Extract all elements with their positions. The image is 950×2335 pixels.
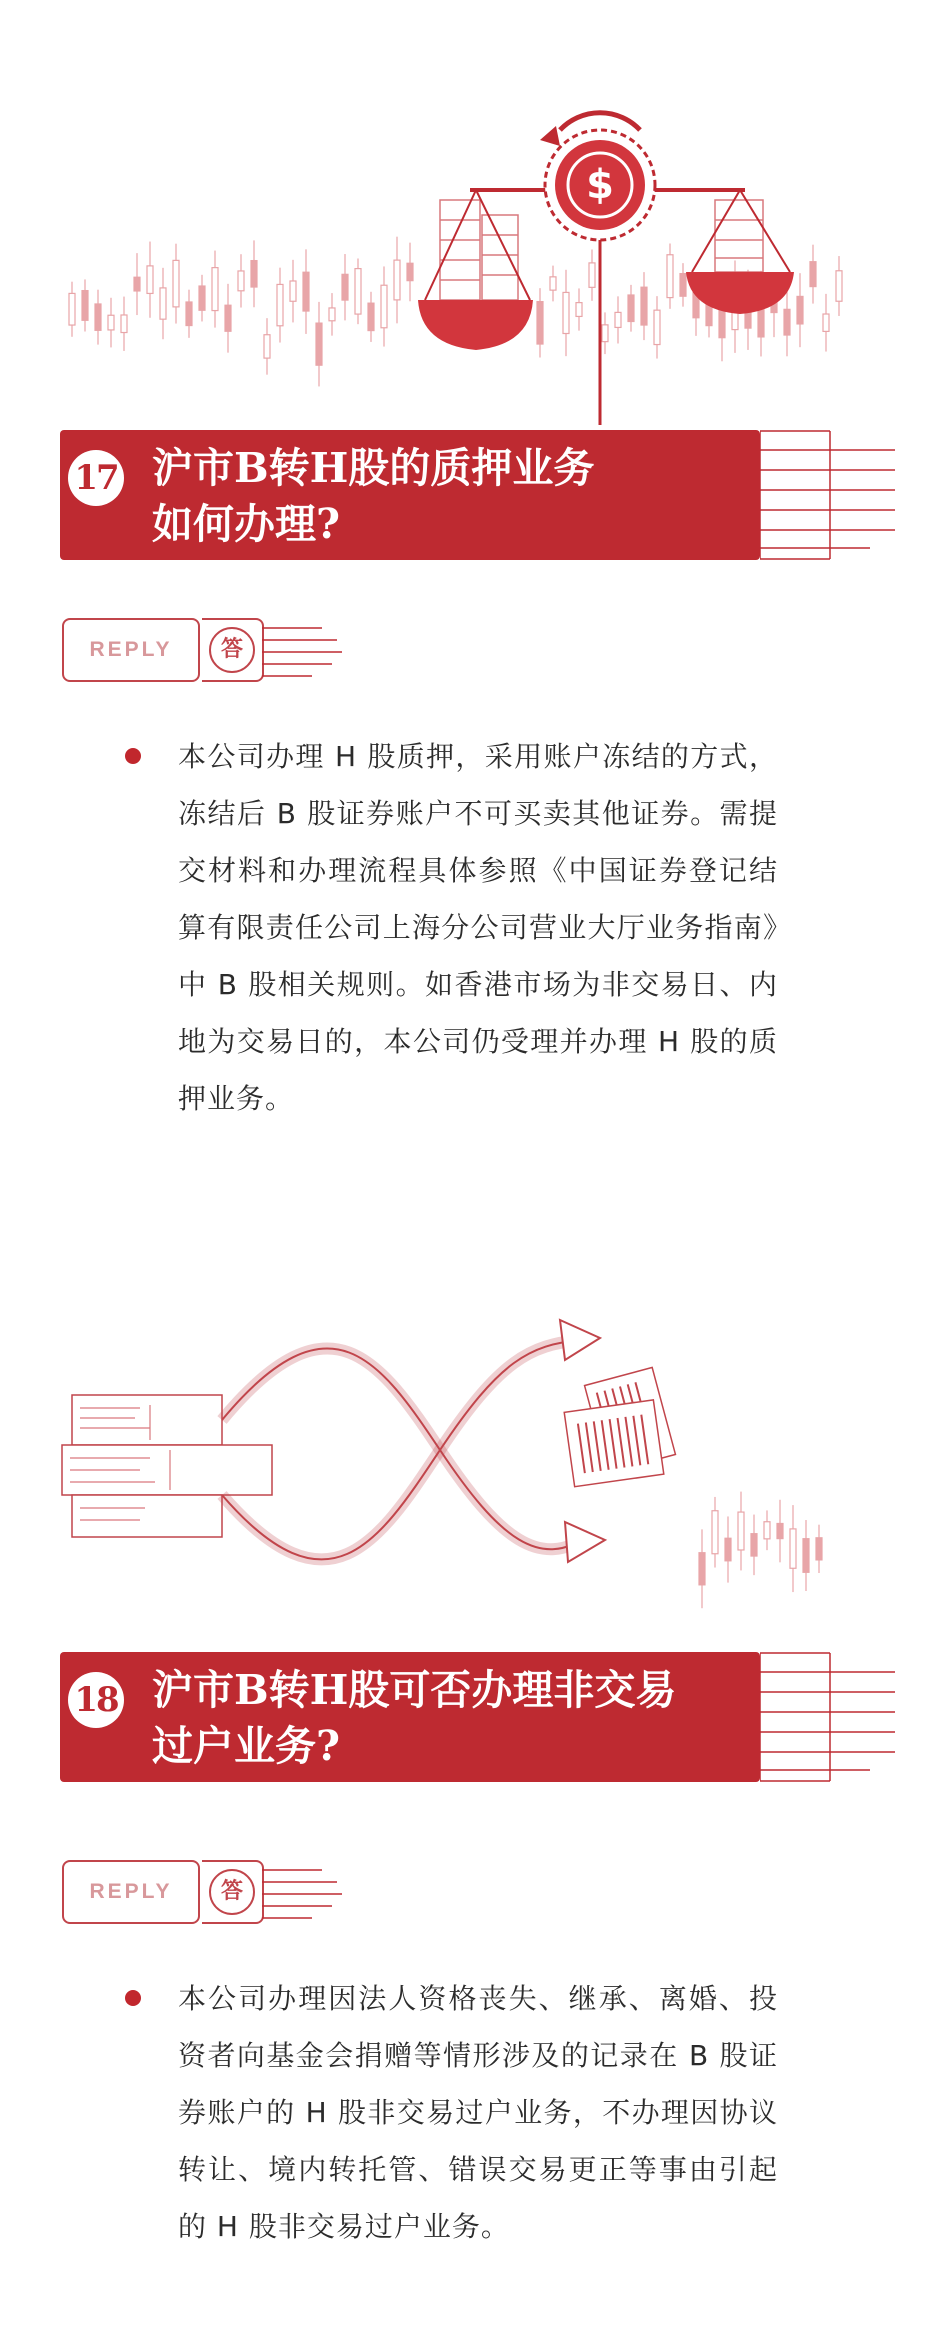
answer-badge: 答	[209, 627, 255, 673]
question-banner	[60, 430, 760, 560]
answer-box	[202, 618, 264, 682]
answer-text: 本公司办理 H 股质押，采用账户冻结的方式，冻结后 B 股证券账户不可买卖其他证券。需提交材料和办理流程具体参照《中国证券登记结算有限责任公司上海分公司营业大厅业务指南》中 B 股相关规则。如香港市场为非交易日、内地为交易日的，本公司仍受理并办理 H 股的质押业务。	[178, 740, 778, 1115]
candlestick-pattern	[699, 1492, 822, 1609]
question-banner	[60, 1652, 760, 1782]
question-title	[152, 1662, 712, 1774]
reply-label: REPLY	[89, 638, 173, 661]
bullet-dot	[125, 1990, 141, 2006]
reply-lines	[262, 1860, 342, 1926]
dollar-sign-icon: $	[586, 162, 614, 208]
question-title-line1: 沪市B转H股可否办理非交易	[152, 1666, 677, 1714]
section-q17	[0, 0, 950, 1150]
question-title-line1: 沪市B转H股的质押业务	[152, 444, 595, 492]
question-number-badge: 18	[68, 1672, 124, 1728]
reply-tag	[62, 1860, 342, 1926]
section-q18	[0, 1300, 950, 2335]
reply-label: REPLY	[89, 1880, 173, 1903]
reply-lines	[262, 618, 342, 684]
answer-box	[202, 1860, 264, 1924]
infinity-illustration	[0, 1300, 950, 1640]
reply-tag	[62, 618, 342, 684]
answer-badge: 答	[209, 1869, 255, 1915]
banner-grid-lines	[760, 430, 900, 560]
bullet-dot	[125, 748, 141, 764]
scale-illustration	[0, 0, 950, 430]
answer-text: 本公司办理因法人资格丧失、继承、离婚、投资者向基金会捐赠等情形涉及的记录在 B 股证券账户的 H 股非交易过户业务，不办理因协议转让、境内转托管、错误交易更正等事由引起的 H 股非交易过户业务。	[178, 1982, 778, 2243]
banner-grid-lines	[760, 1652, 900, 1782]
question-title-line2: 如何办理?	[152, 500, 341, 548]
question-number-badge: 17	[68, 450, 124, 506]
question-title-line2: 过户业务?	[152, 1722, 341, 1770]
question-title	[152, 440, 712, 552]
